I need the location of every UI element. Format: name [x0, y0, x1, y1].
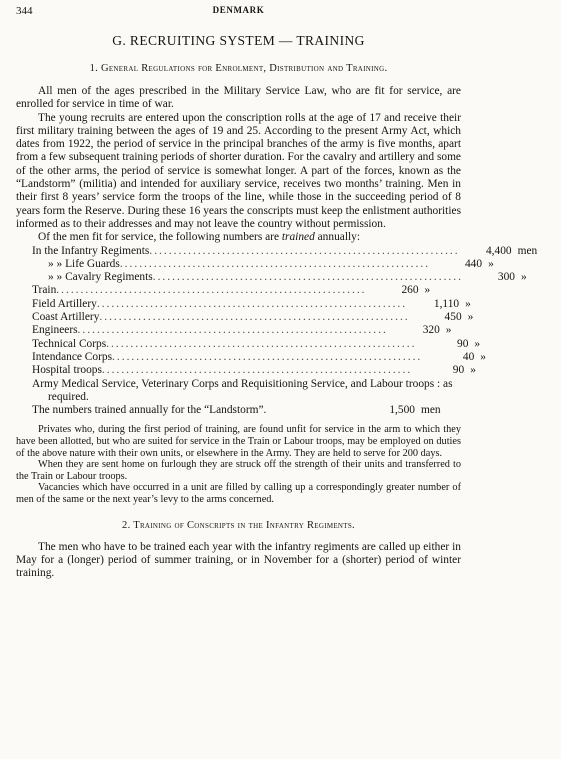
paragraph-1: All men of the ages prescribed in the Military Service Law, who are fit for service, are enrolled for service in time of war. [16, 85, 461, 111]
small-print-notes [16, 424, 461, 505]
table-row: Intendance Corps ................................................................ 40 » [32, 350, 486, 363]
subsection-1-title: 1. General Regulations for Enrolment, Distribution and Training. [89, 63, 388, 74]
table-row: Hospital troops ................................................................ 90 » [32, 364, 476, 377]
small-paragraph-2: When they are sent home on furlough they are struck off the strength of their units and transferred to the Train or Labour troops. [16, 459, 461, 482]
running-title: DENMARK [212, 5, 265, 15]
table-row: Coast Artillery ................................................................ 450 » [32, 311, 474, 324]
small-paragraph-3: Vacancies which have occurred in a unit are filled by calling up a correspondingly greater number of men of the same or the next year’s levy to the arms concerned. [16, 482, 461, 505]
table-row-landstorm: The numbers trained annually for the “Landstorm”. 1,500 men [32, 404, 441, 417]
table-row: Engineers ................................................................ 320 » [32, 324, 452, 337]
table-row-as-required: Army Medical Service, Veterinary Corps and Requisitioning Service, and Labour troops : as required. [32, 377, 453, 403]
table-row: Field Artillery ................................................................ 1,110 » [32, 297, 471, 310]
section-title: G. RECRUITING SYSTEM — TRAINING [112, 33, 365, 48]
table-row: » » Cavalry Regiments ................................................................ 300 » [48, 271, 527, 284]
small-paragraph-1: Privates who, during the first period of training, are found unfit for service in the arm to which they have been allotted, but who are suited for service in the Train or Labour troops, may be employed on duties of the above nature with their own units, or elsewhere in the Army. They are held to serve for 200 days. [16, 424, 461, 459]
table-row: Train ................................................................ 260 » [32, 284, 431, 297]
paragraph-2: The young recruits are entered upon the conscription rolls at the age of 17 and receive their first military training between the ages of 19 and 25. According to the present Army Act, which dates from 1922, the period of service in the principal branches of the army is five months, apart from a few subsequent training periods of shorter duration. For the cavalry and artillery and some of the other arms, the period of service is somewhat longer. A part of the forces, known as the “Landstorm” (militia) and intended for auxiliary service, receives two months’ training. Men in their first 8 years’ service form the troops of the line, while those in the succeeding period of 8 years form the Reserve. During these 16 years the conscripts must keep the enlistment authorities informed as to their addresses and may not leave the country without permission. [16, 111, 461, 230]
subsection-2-title: 2. Training of Conscripts in the Infantry Regiments. [122, 519, 355, 531]
paragraph-3: The men who have to be trained each year with the infantry regiments are called up either in May for a (longer) period of summer training, or in November for a (shorter) period of winter training. [16, 540, 461, 580]
page-number: 344 [16, 5, 33, 17]
table-row: » » Life Guards ................................................................ 440 » [48, 257, 494, 270]
training-numbers-table [16, 244, 538, 418]
table-row: Technical Corps ................................................................ 90 » [32, 337, 481, 350]
table-row: In the Infantry Regiments ................................................................ 4,400 men [32, 244, 538, 257]
table-intro: Of the men fit for service, the following numbers are trained annually: [38, 231, 361, 244]
running-header [16, 5, 461, 19]
